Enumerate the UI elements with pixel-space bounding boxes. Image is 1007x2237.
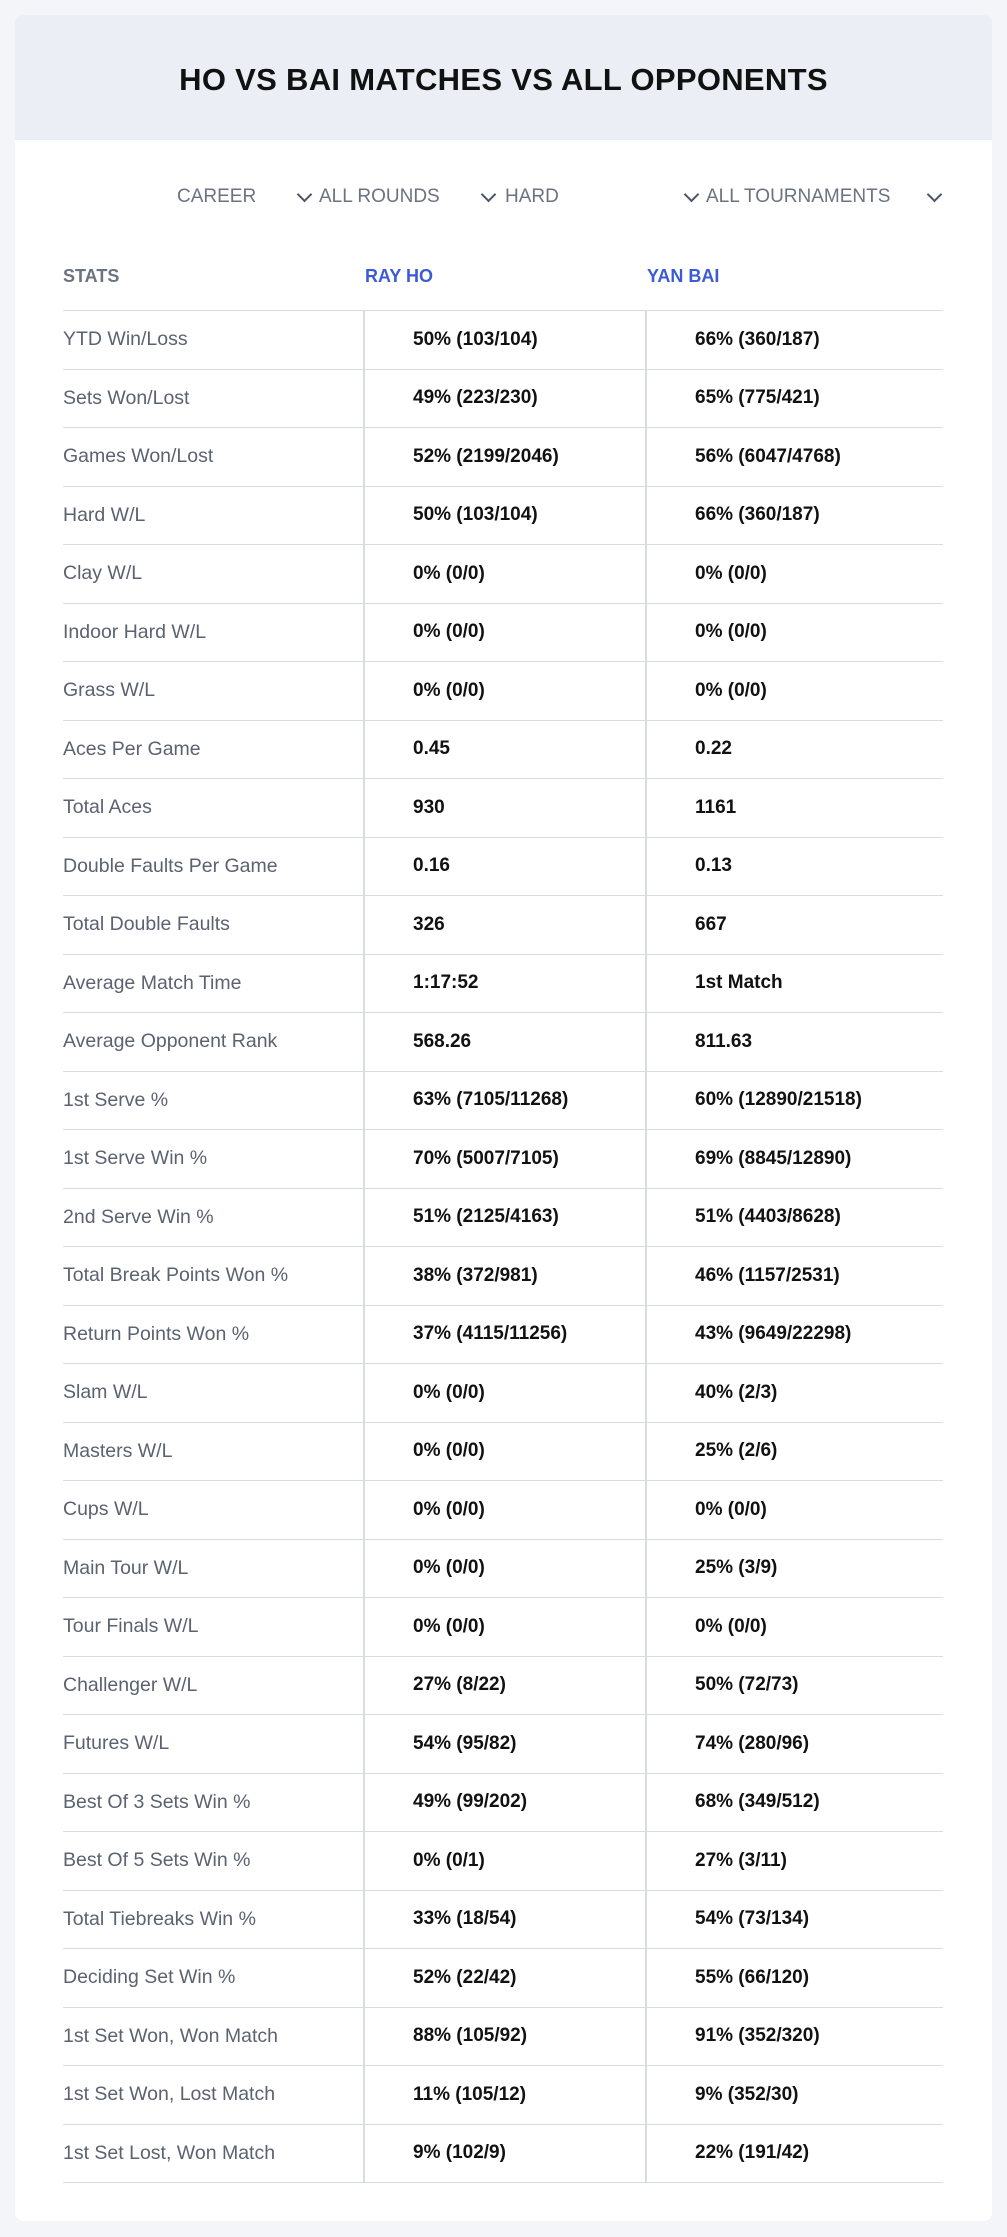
filter-bar [15,177,992,217]
player2-value: 1st Match [695,972,783,994]
stat-label: Return Points Won % [63,1306,365,1364]
stat-label: Total Double Faults [63,896,365,954]
stat-label: Sets Won/Lost [63,370,365,428]
player1-value: 63% (7105/11268) [365,1072,647,1130]
player1-value: 27% (8/22) [365,1657,647,1715]
player2-value: 22% (191/42) [695,2142,810,2164]
stat-label: Double Faults Per Game [63,838,365,896]
player1-value: 54% (95/82) [365,1715,647,1773]
column-header-player2[interactable]: YAN BAI [647,265,720,286]
stat-label: Grass W/L [63,662,365,720]
round-select-value: ALL ROUNDS [319,186,440,207]
player2-value: 66% (360/187) [695,504,820,526]
player2-value: 0.13 [695,855,732,877]
table-row [63,2066,943,2125]
stat-label: Challenger W/L [63,1657,365,1715]
player1-value: 49% (223/230) [365,370,647,428]
table-row [63,1832,943,1891]
player2-value: 0.22 [695,738,732,760]
stat-label: Indoor Hard W/L [63,604,365,662]
tournament-select-value: ALL TOURNAMENTS [706,186,891,207]
player1-value: 11% (105/12) [365,2066,647,2124]
player2-value: 50% (72/73) [695,1674,799,1696]
stat-label: Average Opponent Rank [63,1013,365,1071]
stat-label: Best Of 3 Sets Win % [63,1774,365,1832]
stat-label: 1st Serve % [63,1072,365,1130]
stat-label: 1st Set Won, Won Match [63,2008,365,2066]
chevron-down-icon [297,186,313,202]
stat-label: Clay W/L [63,545,365,603]
player2-value: 0% (0/0) [695,562,767,584]
player2-value: 667 [695,913,727,935]
player1-value: 37% (4115/11256) [365,1306,647,1364]
player2-value: 69% (8845/12890) [695,1147,852,1169]
period-select-value: CAREER [177,186,257,207]
table-row [63,1540,943,1599]
stats-card [15,15,992,2221]
table-row [63,2008,943,2067]
player1-value: 0% (0/1) [365,1832,647,1890]
table-row [63,955,943,1014]
table-row [63,545,943,604]
page-title: HO VS BAI MATCHES VS ALL OPPONENTS [179,61,828,97]
player2-value: 65% (775/421) [695,387,820,409]
table-row [63,838,943,897]
player1-value: 0% (0/0) [365,545,647,603]
table-row [63,1189,943,1248]
player2-value: 0% (0/0) [695,679,767,701]
player1-value: 1:17:52 [365,955,647,1013]
table-row [63,1247,943,1306]
player2-value: 60% (12890/21518) [695,1089,862,1111]
surface-select[interactable] [505,177,700,217]
stat-label: 1st Set Lost, Won Match [63,2125,365,2183]
stat-label: 1st Serve Win % [63,1130,365,1188]
column-header-player1[interactable]: RAY HO [365,265,434,286]
player2-value: 0% (0/0) [695,1615,767,1637]
stat-label: Total Aces [63,779,365,837]
table-row [63,604,943,663]
table-row [63,779,943,838]
player2-value: 1161 [695,796,737,818]
table-row [63,1891,943,1950]
table-row [63,1715,943,1774]
player2-value: 54% (73/134) [695,1908,810,1930]
chevron-down-icon [481,186,497,202]
player1-value: 0% (0/0) [365,1481,647,1539]
player1-value: 38% (372/981) [365,1247,647,1305]
player2-value: 0% (0/0) [695,1498,767,1520]
player1-value: 0% (0/0) [365,1423,647,1481]
player2-value: 9% (352/30) [695,2083,799,2105]
player2-value: 51% (4403/8628) [695,1206,841,1228]
table-row [63,1364,943,1423]
table-row [63,1657,943,1716]
table-row [63,896,943,955]
round-select[interactable] [319,177,497,217]
stat-label: Total Tiebreaks Win % [63,1891,365,1949]
player1-value: 52% (22/42) [365,1949,647,2007]
table-row [63,662,943,721]
player2-value: 46% (1157/2531) [695,1264,840,1286]
player1-value: 0% (0/0) [365,1540,647,1598]
table-row [63,370,943,429]
stat-label: Tour Finals W/L [63,1598,365,1656]
player2-value: 40% (2/3) [695,1381,778,1403]
player1-value: 0% (0/0) [365,1364,647,1422]
stats-table [63,242,943,2183]
player1-value: 0% (0/0) [365,662,647,720]
player1-value: 52% (2199/2046) [365,428,647,486]
player1-value: 88% (105/92) [365,2008,647,2066]
stat-label: Cups W/L [63,1481,365,1539]
table-row [63,1774,943,1833]
player2-value: 25% (2/6) [695,1440,778,1462]
player1-value: 568.26 [365,1013,647,1071]
stat-label: Average Match Time [63,955,365,1013]
player1-value: 0.45 [365,721,647,779]
chevron-down-icon [684,186,700,202]
table-row [63,1072,943,1131]
table-body [63,311,943,2183]
stat-label: Main Tour W/L [63,1540,365,1598]
player2-value: 91% (352/320) [695,2025,820,2047]
stat-label: YTD Win/Loss [63,311,365,369]
player1-value: 0% (0/0) [365,604,647,662]
player1-value: 0% (0/0) [365,1598,647,1656]
stat-label: Hard W/L [63,487,365,545]
player1-value: 50% (103/104) [365,487,647,545]
player2-value: 0% (0/0) [695,621,767,643]
player1-value: 51% (2125/4163) [365,1189,647,1247]
player2-value: 55% (66/120) [695,1966,810,1988]
player2-value: 66% (360/187) [695,328,820,350]
player1-value: 33% (18/54) [365,1891,647,1949]
player2-value: 25% (3/9) [695,1557,778,1579]
player1-value: 930 [365,779,647,837]
stat-label: 1st Set Won, Lost Match [63,2066,365,2124]
column-header-stats: STATS [63,265,120,286]
stat-label: Masters W/L [63,1423,365,1481]
tournament-select[interactable] [706,177,943,217]
player2-value: 811.63 [695,1030,753,1052]
player2-value: 68% (349/512) [695,1791,820,1813]
table-row [63,1598,943,1657]
stat-label: Aces Per Game [63,721,365,779]
player1-value: 9% (102/9) [365,2125,647,2183]
stat-label: Total Break Points Won % [63,1247,365,1305]
table-row [63,1423,943,1482]
table-row [63,1306,943,1365]
table-row [63,428,943,487]
stat-label: Best Of 5 Sets Win % [63,1832,365,1890]
stat-label: Games Won/Lost [63,428,365,486]
table-row [63,1013,943,1072]
table-row [63,721,943,780]
player1-value: 326 [365,896,647,954]
player2-value: 27% (3/11) [695,1849,787,1871]
surface-select-value: HARD [505,186,559,207]
stat-label: Deciding Set Win % [63,1949,365,2007]
stat-label: Slam W/L [63,1364,365,1422]
table-row [63,1949,943,2008]
table-row [63,1481,943,1540]
player1-value: 50% (103/104) [365,311,647,369]
player2-value: 43% (9649/22298) [695,1323,852,1345]
player1-value: 0.16 [365,838,647,896]
table-header [63,242,943,311]
player2-value: 74% (280/96) [695,1732,810,1754]
chevron-down-icon [927,186,943,202]
period-select[interactable] [177,177,313,217]
table-row [63,311,943,370]
table-row [63,1130,943,1189]
table-row [63,2125,943,2184]
stat-label: Futures W/L [63,1715,365,1773]
player1-value: 49% (99/202) [365,1774,647,1832]
player1-value: 70% (5007/7105) [365,1130,647,1188]
player2-value: 56% (6047/4768) [695,445,841,467]
stat-label: 2nd Serve Win % [63,1189,365,1247]
table-row [63,487,943,546]
card-header [15,15,992,140]
